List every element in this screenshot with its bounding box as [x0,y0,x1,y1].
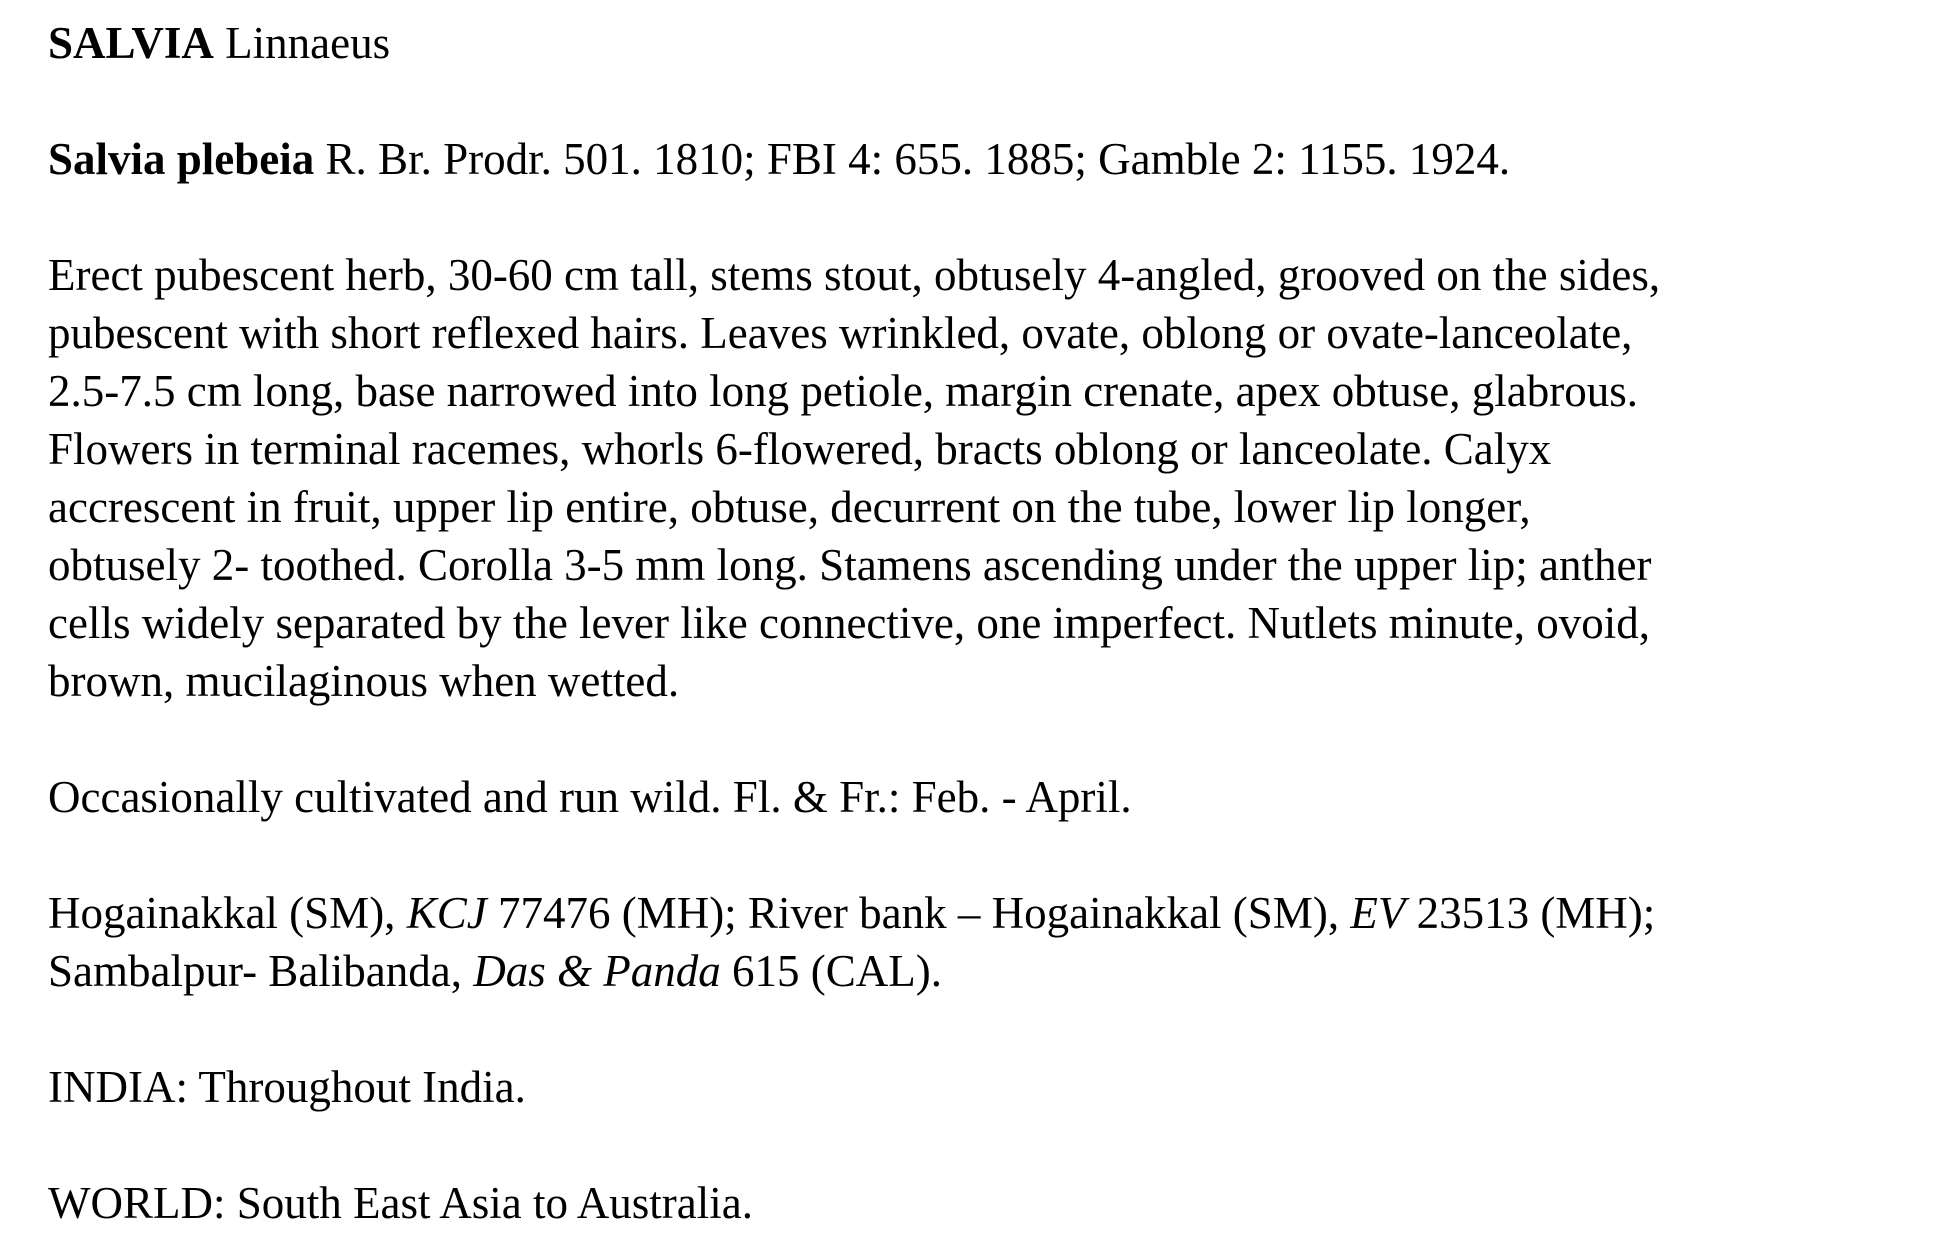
specimen-number: 615 (CAL). [720,946,942,996]
genus-heading [48,14,1928,72]
species-citation: R. Br. Prodr. 501. 1810; FBI 4: 655. 1885; Gamble 2: 1155. 1924. [314,134,1511,184]
description-line: obtusely 2- toothed. Corolla 3-5 mm long. Stamens ascending under the upper lip; anther [48,540,1652,590]
specimen-locality: 77476 (MH); River bank – Hogainakkal (SM), [486,888,1351,938]
description-line: 2.5-7.5 cm long, base narrowed into long petiole, margin crenate, apex obtuse, glabrous. [48,366,1638,416]
genus-name: SALVIA [48,18,214,68]
collector-name: Das & Panda [473,946,721,996]
species-name: Salvia plebeia [48,134,315,184]
species-description [48,246,1928,710]
collector-name: EV [1350,888,1406,938]
genus-author: Linnaeus [213,18,391,68]
description-line: Flowers in terminal racemes, whorls 6-flowered, bracts oblong or lanceolate. Calyx [48,424,1552,474]
specimen-line [48,884,1928,942]
species-heading [48,130,1928,188]
habitat-phenology: Occasionally cultivated and run wild. Fl. & Fr.: Feb. - April. [48,772,1132,822]
distribution-world: WORLD: South East Asia to Australia. [48,1178,753,1228]
specimen-number: 23513 (MH); [1405,888,1656,938]
collector-name: KCJ [406,888,487,938]
specimens-examined [48,884,1928,1000]
description-line: Erect pubescent herb, 30-60 cm tall, stems stout, obtusely 4-angled, grooved on the sides, [48,250,1661,300]
document-body [48,14,1928,1232]
specimen-locality: Sambalpur- Balibanda, [48,946,474,996]
description-line: brown, mucilaginous when wetted. [48,656,680,706]
description-line: pubescent with short reflexed hairs. Leaves wrinkled, ovate, oblong or ovate-lanceolate, [48,308,1633,358]
specimen-locality: Hogainakkal (SM), [48,888,407,938]
distribution-india: INDIA: Throughout India. [48,1062,526,1112]
description-line: cells widely separated by the lever like connective, one imperfect. Nutlets minute, ovoid, [48,598,1650,648]
specimen-line [48,942,1928,1000]
description-line: accrescent in fruit, upper lip entire, obtuse, decurrent on the tube, lower lip longer, [48,482,1531,532]
